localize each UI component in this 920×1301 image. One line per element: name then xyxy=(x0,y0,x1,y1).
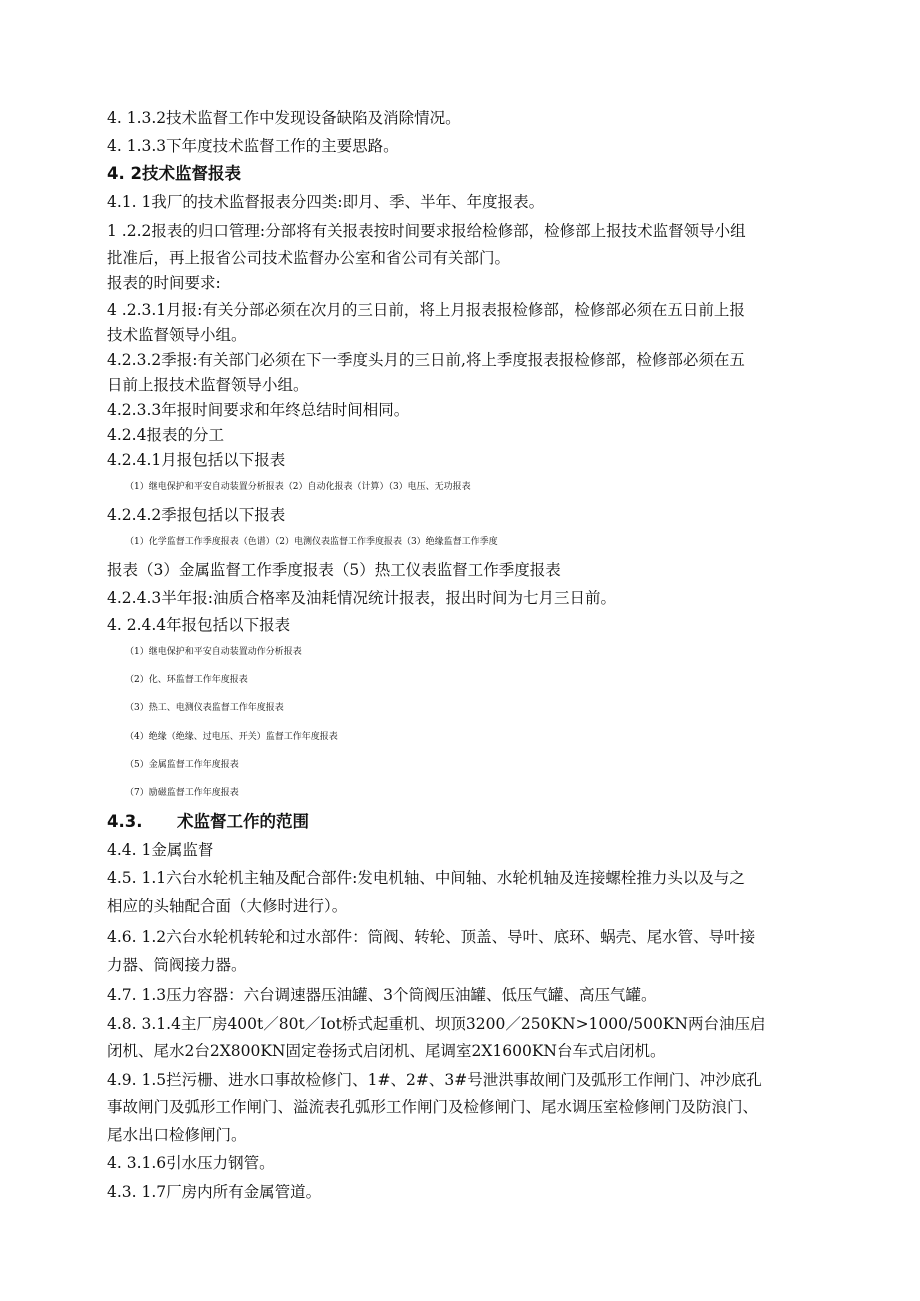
text-line: 事故闸门及弧形工作闸门、溢流表孔弧形工作闸门及检修闸门、尾水调压室检修闸门及防浪门、 xyxy=(107,1098,759,1116)
text-line: 报表的时间要求: xyxy=(107,274,221,292)
text-line: 4.2.3.3年报时间要求和年终总结时间相同。 xyxy=(107,401,410,419)
text-line: 相应的头轴配合面（大修时进行）。 xyxy=(107,897,348,915)
section-heading: 4. 2技术监督报表 xyxy=(107,164,241,183)
text-line: 4.9. 1.5拦污栅、进水口事故检修门、1#、2#、3#号泄洪事故闸门及弧形工作闸门、冲沙底孔 xyxy=(107,1071,762,1089)
text-line: （1）继电保护和平安自动装置分析报表（2）自动化报表（计算）（3）电压、无功报表 xyxy=(125,482,471,492)
text-line: 4.2.4.1月报包括以下报表 xyxy=(107,451,286,469)
text-line: 4.1. 1我厂的技术监督报表分四类:即月、季、半年、年度报表。 xyxy=(107,193,545,211)
text-line: 4.6. 1.2六台水轮机转轮和过水部件：筒阀、转轮、顶盖、导叶、底环、蜗壳、尾水管、导叶接 xyxy=(107,928,756,946)
text-line: （1）化学监督工作季度报表（色谱）（2）电测仪表监督工作季度报表（3）绝缘监督工作季度 xyxy=(125,537,498,547)
text-line: 4.5. 1.1六台水轮机主轴及配合部件:发电机轴、中间轴、水轮机轴及连接螺栓推力头以及与之 xyxy=(107,869,745,887)
text-line: 4.2.4.2季报包括以下报表 xyxy=(107,506,286,524)
text-line: 4. 1.3.3下年度技术监督工作的主要思路。 xyxy=(107,137,399,155)
text-line: 4 .2.3.1月报:有关分部必须在次月的三日前，将上月报表报检修部，检修部必须在五日前上报 xyxy=(107,301,745,319)
text-line: 闭机、尾水2台2X800KN固定卷扬式启闭机、尾调室2X1600KN台车式启闭机。 xyxy=(107,1042,666,1060)
text-line: 4.8. 3.1.4主厂房400t／80t／Iot桥式起重机、坝顶3200／250KN>1000/500KN两台油压启 xyxy=(107,1015,766,1033)
text-line: （7）励磁监督工作年度报表 xyxy=(125,788,239,798)
text-line: 4. 1.3.2技术监督工作中发现设备缺陷及消除情况。 xyxy=(107,109,461,127)
text-line: 力器、筒阀接力器。 xyxy=(107,956,247,974)
text-line: 1 .2.2报表的归口管理:分部将有关报表按时间要求报给检修部，检修部上报技术监督领导小组 xyxy=(107,222,746,240)
text-line: 4. 3.1.6引水压力钢管。 xyxy=(107,1154,275,1172)
text-line: （5）金属监督工作年度报表 xyxy=(125,760,239,770)
text-line: 4.2.4.3半年报:油质合格率及油耗情况统计报表，报出时间为七月三日前。 xyxy=(107,589,616,607)
text-line: 4. 2.4.4年报包括以下报表 xyxy=(107,616,291,634)
text-line: （3）热工、电测仪表监督工作年度报表 xyxy=(125,703,284,713)
text-line: 4.3. 1.7厂房内所有金属管道。 xyxy=(107,1183,322,1201)
text-line: （1）继电保护和平安自动装置动作分析报表 xyxy=(125,647,302,657)
text-line: 4.2.3.2季报:有关部门必须在下一季度头月的三日前,将上季度报表报检修部，检修部必须在五 xyxy=(107,351,745,369)
text-line: 报表（3）金属监督工作季度报表（5）热工仪表监督工作季度报表 xyxy=(107,561,561,579)
text-line: 4.2.4报表的分工 xyxy=(107,426,224,444)
text-line: 批准后，再上报省公司技术监督办公室和省公司有关部门。 xyxy=(107,249,511,267)
text-line: 技术监督领导小组。 xyxy=(107,326,247,344)
text-line: 4.7. 1.3压力容器：六台调速器压油罐、3个筒阀压油罐、低压气罐、高压气罐。 xyxy=(107,986,657,1004)
text-line: 尾水出口检修闸门。 xyxy=(107,1126,247,1144)
text-line: （4）绝缘（绝缘、过电压、开关）监督工作年度报表 xyxy=(125,732,338,742)
text-line: 4.4. 1金属监督 xyxy=(107,841,214,859)
text-line: 日前上报技术监督领导小组。 xyxy=(107,376,309,394)
section-heading: 4.3. 术监督工作的范围 xyxy=(107,812,309,831)
text-line: （2）化、环监督工作年度报表 xyxy=(125,675,248,685)
